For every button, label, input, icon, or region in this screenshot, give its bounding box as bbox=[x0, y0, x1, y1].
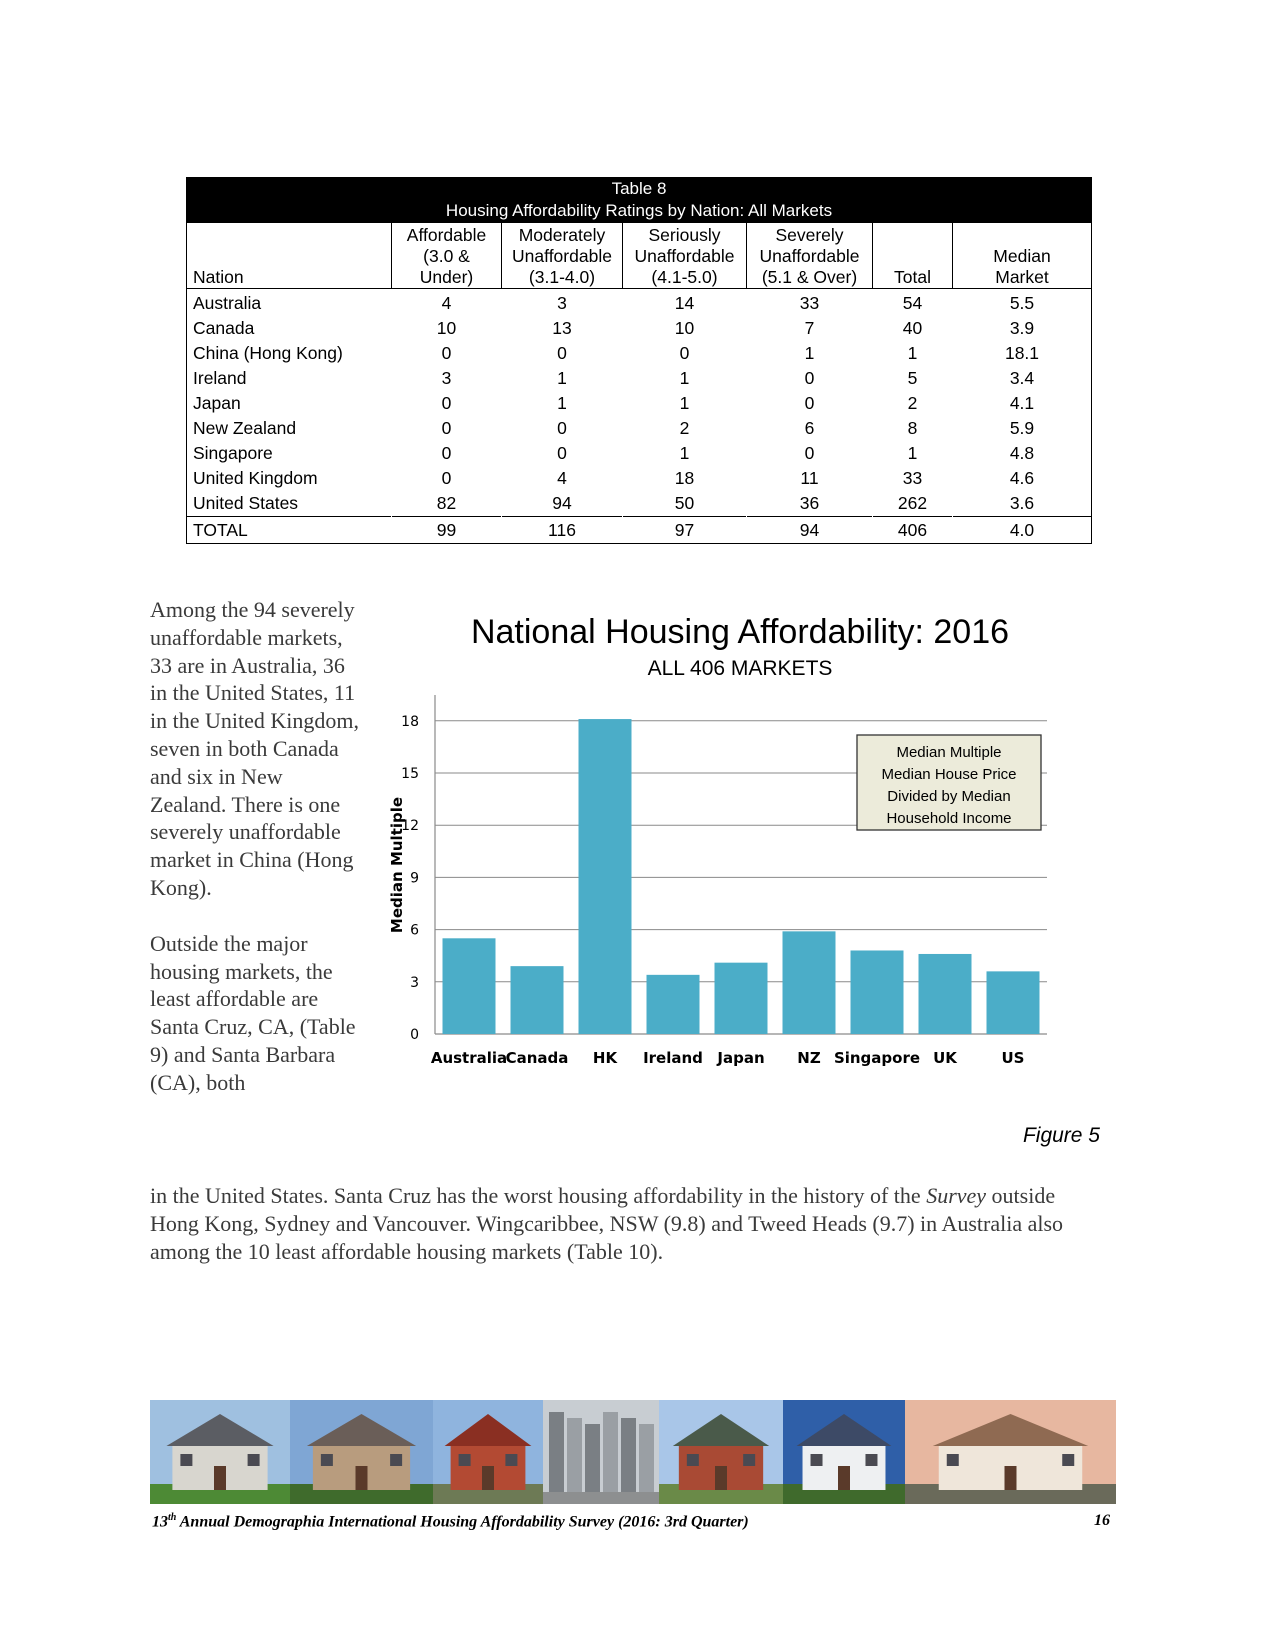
value-cell: 11 bbox=[800, 468, 819, 488]
affordability-table bbox=[186, 177, 1092, 544]
total-value-cell: 4.0 bbox=[953, 517, 1092, 544]
total-label-cell: TOTAL bbox=[187, 517, 392, 544]
total-value-cell: 116 bbox=[502, 517, 623, 544]
value-cell: 33 bbox=[902, 468, 923, 488]
bar-uk bbox=[919, 954, 972, 1034]
table-row bbox=[187, 441, 1092, 466]
value-cell: 3.4 bbox=[953, 366, 1092, 391]
value-cell: 13 bbox=[552, 318, 572, 338]
y-tick-label: 6 bbox=[410, 922, 419, 939]
y-tick-label: 0 bbox=[410, 1027, 419, 1043]
nation-cell: United Kingdom bbox=[187, 466, 392, 491]
value-cell: 50 bbox=[674, 493, 695, 513]
value-cell: 1 bbox=[804, 343, 815, 363]
header-affordable: Affordable (3.0 & Under) bbox=[392, 223, 502, 289]
nation-cell: United States bbox=[187, 491, 392, 517]
table-total-row bbox=[187, 517, 1092, 544]
value-cell: 7 bbox=[804, 318, 815, 338]
value-cell: 18 bbox=[674, 468, 695, 488]
survey-italic: Survey bbox=[926, 1183, 987, 1208]
value-cell: 0 bbox=[557, 443, 567, 463]
photo-red-brick-house bbox=[659, 1400, 783, 1504]
legend-line: Median Multiple bbox=[896, 744, 1002, 761]
value-cell: 5.5 bbox=[953, 289, 1092, 317]
y-tick-label: 12 bbox=[401, 818, 419, 835]
x-tick-label: UK bbox=[933, 1049, 957, 1067]
nation-cell: Japan bbox=[187, 391, 392, 416]
value-cell: 1 bbox=[557, 368, 567, 388]
value-cell: 0 bbox=[441, 418, 452, 438]
value-cell: 4.6 bbox=[953, 466, 1092, 491]
value-cell: 0 bbox=[557, 343, 567, 363]
value-cell: 82 bbox=[436, 493, 457, 513]
table-8 bbox=[186, 177, 1091, 544]
value-cell: 10 bbox=[674, 318, 695, 338]
value-cell: 1 bbox=[907, 343, 918, 363]
value-cell: 6 bbox=[804, 418, 815, 438]
x-tick-label: NZ bbox=[797, 1049, 821, 1067]
house-photo-strip bbox=[150, 1400, 1116, 1504]
bar-canada bbox=[511, 966, 564, 1034]
header-median-market: Median Market bbox=[953, 223, 1092, 289]
photo-victorian-house bbox=[290, 1400, 433, 1504]
table-header-row bbox=[187, 223, 1092, 289]
total-value-cell: 94 bbox=[747, 517, 873, 544]
table-row bbox=[187, 466, 1092, 491]
photo-highrise-towers bbox=[543, 1400, 659, 1504]
bar-ireland bbox=[647, 975, 700, 1034]
full-width-paragraph bbox=[150, 1182, 1095, 1265]
value-cell: 0 bbox=[679, 343, 690, 363]
value-cell: 4 bbox=[441, 293, 452, 313]
value-cell: 40 bbox=[902, 318, 923, 338]
page-footer bbox=[150, 1512, 1116, 1536]
x-tick-label: Canada bbox=[505, 1049, 569, 1067]
total-value-cell: 406 bbox=[873, 517, 953, 544]
value-cell: 4.1 bbox=[953, 391, 1092, 416]
nation-cell: Australia bbox=[187, 289, 392, 317]
value-cell: 3.6 bbox=[953, 491, 1092, 517]
header-seriously-unaffordable: Seriously Unaffordable (4.1-5.0) bbox=[623, 223, 747, 289]
value-cell: 1 bbox=[679, 368, 690, 388]
value-cell: 0 bbox=[441, 393, 452, 413]
value-cell: 3 bbox=[557, 293, 567, 313]
table-row bbox=[187, 341, 1092, 366]
value-cell: 36 bbox=[799, 493, 820, 513]
value-cell: 3.9 bbox=[953, 316, 1092, 341]
value-cell: 1 bbox=[557, 393, 567, 413]
value-cell: 4.8 bbox=[953, 441, 1092, 466]
value-cell: 2 bbox=[907, 393, 918, 413]
x-tick-label: Ireland bbox=[643, 1049, 703, 1067]
nation-cell: Canada bbox=[187, 316, 392, 341]
bar-hk bbox=[579, 719, 632, 1034]
paragraph-text-end: outside Hong Kong, Sydney and Vancouver. Wingcaribbee, NSW (9.8) and Tweed Heads (9.7) in Australia also among the 10 least affordable housing markets (Table 10). bbox=[150, 1183, 1064, 1264]
value-cell: 94 bbox=[552, 493, 572, 513]
table-row bbox=[187, 316, 1092, 341]
bar-nz bbox=[783, 931, 836, 1034]
y-axis-label: Median Multiple bbox=[388, 796, 406, 934]
value-cell: 5 bbox=[907, 368, 918, 388]
x-tick-label: HK bbox=[592, 1049, 618, 1067]
x-tick-label: Singapore bbox=[833, 1049, 921, 1067]
x-tick-label: Japan bbox=[717, 1049, 765, 1067]
legend-line: Divided by Median bbox=[887, 788, 1011, 805]
paragraph-text-start: in the United States. Santa Cruz has the worst housing affordability in the history of the bbox=[150, 1183, 927, 1208]
x-tick-label: US bbox=[1001, 1049, 1025, 1067]
header-total: Total bbox=[873, 223, 953, 289]
table-body bbox=[187, 289, 1092, 544]
figure-label: Figure 5 bbox=[1022, 1124, 1100, 1147]
value-cell: 0 bbox=[804, 393, 815, 413]
side-paragraph-2: Outside the major housing markets, the least affordable are Santa Cruz, CA, (Table 9) and Santa Barbara (CA), both bbox=[150, 930, 356, 1095]
value-cell: 18.1 bbox=[953, 341, 1092, 366]
bar-chart bbox=[380, 690, 1100, 1110]
y-tick-label: 18 bbox=[401, 713, 419, 730]
table-row bbox=[187, 289, 1092, 317]
page-number: 16 bbox=[1094, 1512, 1110, 1529]
table-row bbox=[187, 491, 1092, 517]
nation-cell: China (Hong Kong) bbox=[187, 341, 392, 366]
table-row bbox=[187, 366, 1092, 391]
value-cell: 262 bbox=[897, 493, 928, 513]
bar-japan bbox=[715, 963, 768, 1034]
value-cell: 5.9 bbox=[953, 416, 1092, 441]
x-tick-label: Australia bbox=[430, 1049, 508, 1067]
header-moderately-unaffordable: Moderately Unaffordable (3.1-4.0) bbox=[502, 223, 623, 289]
total-value-cell: 97 bbox=[623, 517, 747, 544]
photo-modern-house bbox=[905, 1400, 1116, 1504]
y-tick-label: 3 bbox=[410, 974, 419, 991]
value-cell: 1 bbox=[907, 443, 918, 463]
nation-cell: New Zealand bbox=[187, 416, 392, 441]
value-cell: 8 bbox=[907, 418, 918, 438]
value-cell: 14 bbox=[674, 293, 695, 313]
side-text bbox=[150, 596, 360, 1097]
nation-cell: Singapore bbox=[187, 441, 392, 466]
photo-colonial-house bbox=[783, 1400, 905, 1504]
header-nation: Nation bbox=[187, 223, 392, 289]
value-cell: 0 bbox=[441, 443, 452, 463]
total-value-cell: 99 bbox=[392, 517, 502, 544]
value-cell: 0 bbox=[557, 418, 567, 438]
chart-title: National Housing Affordability: 2016 bbox=[470, 613, 1010, 651]
legend-line: Median House Price bbox=[881, 766, 1017, 783]
photo-brick-house bbox=[433, 1400, 543, 1504]
bar-singapore bbox=[851, 950, 904, 1034]
table-row bbox=[187, 416, 1092, 441]
table-row bbox=[187, 391, 1092, 416]
value-cell: 0 bbox=[804, 443, 815, 463]
side-paragraph-1: Among the 94 severely unaffordable markets, 33 are in Australia, 36 in the United States, 11 in the United Kingdom, seven in both Canada and six in New Zealand. There is one severely unaffordable market in China (Hong Kong). bbox=[150, 597, 359, 900]
table-caption bbox=[186, 177, 1092, 223]
value-cell: 10 bbox=[436, 318, 457, 338]
value-cell: 0 bbox=[441, 343, 452, 363]
nation-cell: Ireland bbox=[187, 366, 392, 391]
value-cell: 2 bbox=[679, 418, 690, 438]
value-cell: 0 bbox=[804, 368, 815, 388]
value-cell: 1 bbox=[679, 393, 690, 413]
footer-title: 13th Annual Demographia International Housing Affordability Survey (2016: 3rd Quarter) bbox=[152, 1512, 749, 1531]
y-tick-label: 9 bbox=[410, 870, 419, 887]
legend-line: Household Income bbox=[886, 810, 1012, 827]
value-cell: 1 bbox=[679, 443, 690, 463]
value-cell: 54 bbox=[902, 293, 923, 313]
value-cell: 3 bbox=[441, 368, 452, 388]
y-tick-label: 15 bbox=[401, 766, 419, 782]
chart-subtitle: ALL 406 MARKETS bbox=[647, 657, 833, 680]
photo-suburban-house bbox=[150, 1400, 290, 1504]
value-cell: 0 bbox=[441, 468, 452, 488]
table-caption-subtitle: Housing Affordability Ratings by Nation: All Markets bbox=[445, 201, 833, 220]
table-caption-title: Table 8 bbox=[611, 179, 667, 198]
value-cell: 4 bbox=[557, 468, 567, 488]
bar-australia bbox=[443, 938, 496, 1034]
value-cell: 33 bbox=[799, 293, 820, 313]
bar-us bbox=[987, 971, 1040, 1034]
header-severely-unaffordable: Severely Unaffordable (5.1 & Over) bbox=[747, 223, 873, 289]
